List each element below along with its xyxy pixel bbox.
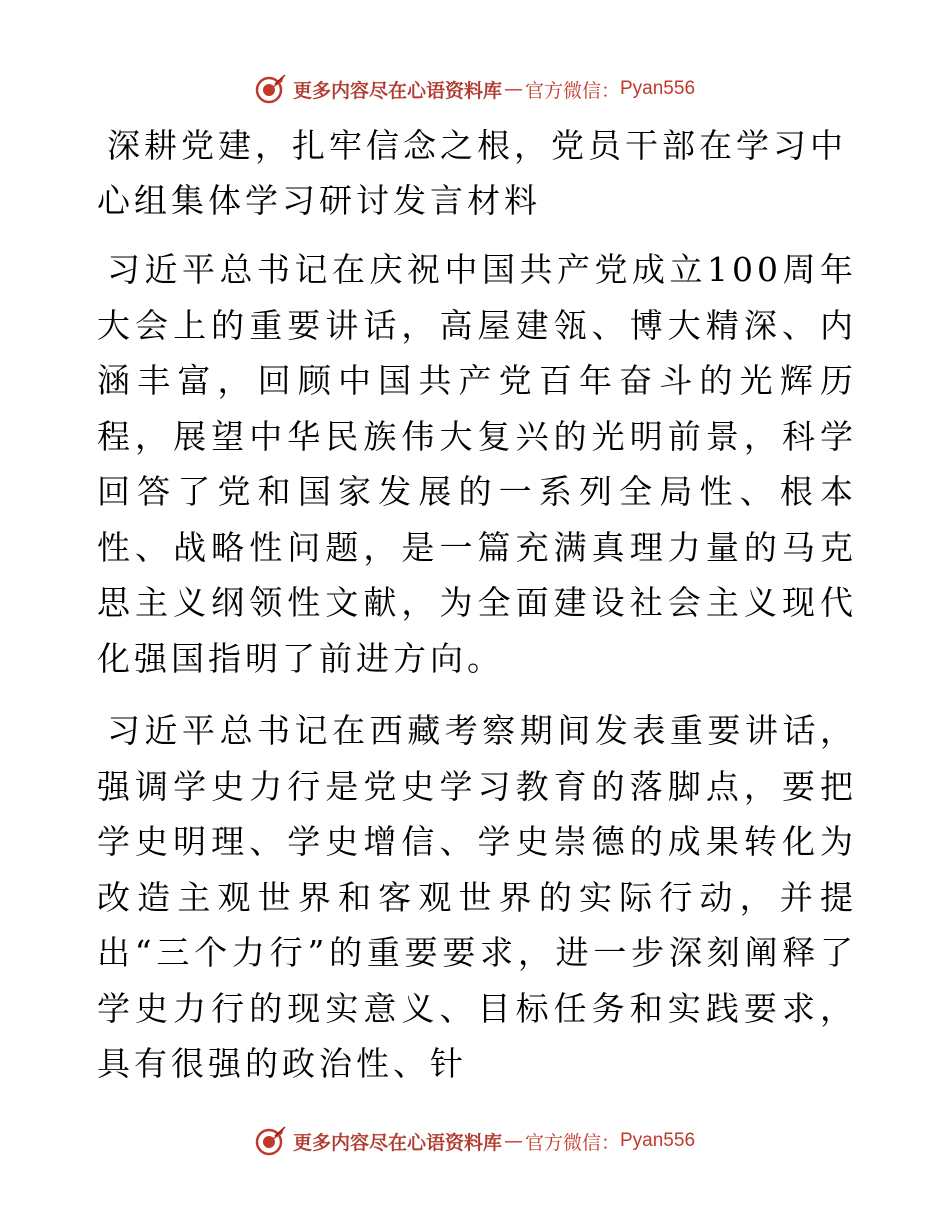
watermark-dash: — <box>503 78 523 100</box>
header-watermark <box>0 73 950 105</box>
paragraph-1: 习近平总书记在庆祝中国共产党成立100周年大会上的重要讲话，高屋建瓴、博大精深、内涵丰富，回顾中国共产党百年奋斗的光辉历程，展望中华民族伟大复兴的光明前景，科学回答了党和国家发展的一系列全局性、根本性、战略性问题，是一篇充满真理力量的马克思主义纲领性文献，为全面建设社会主义现代化强国指明了前进方向。 <box>97 250 857 678</box>
watermark-dash: — <box>503 1130 523 1152</box>
quill-pen-logo-icon <box>255 1125 287 1157</box>
watermark-wechat-label: 官方微信： <box>524 1131 620 1154</box>
watermark-wechat-id: Pyan556 <box>620 78 696 99</box>
watermark-wechat-label: 官方微信： <box>524 79 620 102</box>
document-title: 深耕党建，扎牢信念之根，党员干部在学习中心组集体学习研讨发言材料 <box>97 126 847 220</box>
quill-pen-logo-icon <box>255 73 287 105</box>
paragraph-2: 习近平总书记在西藏考察期间发表重要讲话，强调学史力行是党史学习教育的落脚点，要把学史明理、学史增信、学史崇德的成果转化为改造主观世界和客观世界的实际行动，并提出“三个力行”的重要要求，进一步深刻阐释了学史力行的现实意义、目标任务和实践要求，具有很强的政治性、针 <box>97 711 857 1083</box>
watermark-wechat-id: Pyan556 <box>620 1130 696 1151</box>
watermark-text: 更多内容尽在心语资料库 <box>292 1131 502 1154</box>
watermark-text: 更多内容尽在心语资料库 <box>292 79 502 102</box>
footer-watermark <box>0 1125 950 1157</box>
document-body <box>97 118 857 1109</box>
